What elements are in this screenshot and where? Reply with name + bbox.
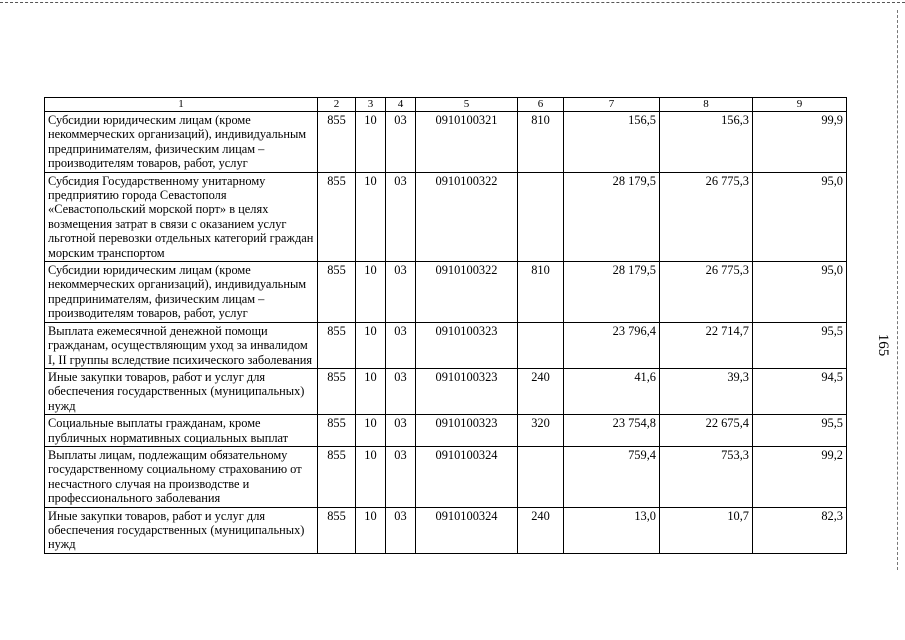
subsection-code-cell: 03 <box>386 262 416 323</box>
row-name-cell: Социальные выплаты гражданам, кроме публичных нормативных социальных выплат <box>45 415 318 447</box>
percent-cell: 94,5 <box>753 368 847 414</box>
percent-cell: 95,5 <box>753 322 847 368</box>
subsection-code-cell: 03 <box>386 446 416 507</box>
subsection-code-cell: 03 <box>386 368 416 414</box>
plan-amount-cell: 13,0 <box>564 507 660 553</box>
table-row <box>45 368 847 414</box>
subsection-code-cell: 03 <box>386 112 416 173</box>
actual-amount-cell: 22 675,4 <box>660 415 753 447</box>
row-name-cell: Субсидия Государственному унитарному предприятию города Севастополя «Севастопольский морской порт» в целях возмещения затрат в связи с оказанием услуг льготной перевозки отдельных категорий граждан морским транспортом <box>45 172 318 261</box>
plan-amount-cell: 759,4 <box>564 446 660 507</box>
grbs-code-cell: 855 <box>318 368 356 414</box>
actual-amount-cell: 26 775,3 <box>660 262 753 323</box>
row-name-cell: Субсидии юридическим лицам (кроме некоммерческих организаций), индивидуальным предпринимателям, физическим лицам – производителям товаров, работ, услуг <box>45 112 318 173</box>
table-row <box>45 112 847 173</box>
actual-amount-cell: 26 775,3 <box>660 172 753 261</box>
plan-amount-cell: 23 796,4 <box>564 322 660 368</box>
section-code-cell: 10 <box>356 368 386 414</box>
expense-type-cell <box>518 446 564 507</box>
plan-amount-cell: 156,5 <box>564 112 660 173</box>
expense-type-cell: 240 <box>518 507 564 553</box>
right-border-line <box>897 10 898 570</box>
expense-type-cell: 810 <box>518 112 564 173</box>
section-code-cell: 10 <box>356 262 386 323</box>
plan-amount-cell: 28 179,5 <box>564 262 660 323</box>
target-article-cell: 0910100322 <box>416 262 518 323</box>
header-cell: 1 <box>45 98 318 112</box>
expense-type-cell <box>518 172 564 261</box>
subsection-code-cell: 03 <box>386 415 416 447</box>
target-article-cell: 0910100323 <box>416 368 518 414</box>
plan-amount-cell: 41,6 <box>564 368 660 414</box>
grbs-code-cell: 855 <box>318 415 356 447</box>
target-article-cell: 0910100324 <box>416 507 518 553</box>
section-code-cell: 10 <box>356 112 386 173</box>
percent-cell: 99,2 <box>753 446 847 507</box>
header-cell: 4 <box>386 98 416 112</box>
top-border-line <box>0 2 905 3</box>
table-row <box>45 172 847 261</box>
target-article-cell: 0910100324 <box>416 446 518 507</box>
table-row <box>45 507 847 553</box>
table-row <box>45 262 847 323</box>
grbs-code-cell: 855 <box>318 322 356 368</box>
page-number: 165 <box>875 333 891 357</box>
actual-amount-cell: 22 714,7 <box>660 322 753 368</box>
expense-type-cell: 240 <box>518 368 564 414</box>
subsection-code-cell: 03 <box>386 172 416 261</box>
percent-cell: 95,0 <box>753 262 847 323</box>
subsection-code-cell: 03 <box>386 322 416 368</box>
percent-cell: 95,5 <box>753 415 847 447</box>
target-article-cell: 0910100322 <box>416 172 518 261</box>
plan-amount-cell: 23 754,8 <box>564 415 660 447</box>
grbs-code-cell: 855 <box>318 446 356 507</box>
table-row <box>45 415 847 447</box>
grbs-code-cell: 855 <box>318 112 356 173</box>
header-cell: 9 <box>753 98 847 112</box>
table-header-row <box>45 98 847 112</box>
header-cell: 2 <box>318 98 356 112</box>
expense-type-cell <box>518 322 564 368</box>
row-name-cell: Субсидии юридическим лицам (кроме некоммерческих организаций), индивидуальным предпринимателям, физическим лицам – производителям товаров, работ, услуг <box>45 262 318 323</box>
section-code-cell: 10 <box>356 446 386 507</box>
header-cell: 3 <box>356 98 386 112</box>
table-row <box>45 322 847 368</box>
target-article-cell: 0910100323 <box>416 322 518 368</box>
target-article-cell: 0910100323 <box>416 415 518 447</box>
plan-amount-cell: 28 179,5 <box>564 172 660 261</box>
target-article-cell: 0910100321 <box>416 112 518 173</box>
row-name-cell: Выплата ежемесячной денежной помощи гражданам, осуществляющим уход за инвалидом I, II группы вследствие психического заболевания <box>45 322 318 368</box>
header-cell: 8 <box>660 98 753 112</box>
grbs-code-cell: 855 <box>318 262 356 323</box>
budget-table <box>44 97 847 554</box>
row-name-cell: Иные закупки товаров, работ и услуг для обеспечения государственных (муниципальных) нужд <box>45 368 318 414</box>
actual-amount-cell: 753,3 <box>660 446 753 507</box>
actual-amount-cell: 39,3 <box>660 368 753 414</box>
table-row <box>45 446 847 507</box>
row-name-cell: Иные закупки товаров, работ и услуг для обеспечения государственных (муниципальных) нужд <box>45 507 318 553</box>
expense-type-cell: 810 <box>518 262 564 323</box>
percent-cell: 95,0 <box>753 172 847 261</box>
section-code-cell: 10 <box>356 507 386 553</box>
section-code-cell: 10 <box>356 172 386 261</box>
section-code-cell: 10 <box>356 415 386 447</box>
grbs-code-cell: 855 <box>318 507 356 553</box>
grbs-code-cell: 855 <box>318 172 356 261</box>
percent-cell: 82,3 <box>753 507 847 553</box>
expense-type-cell: 320 <box>518 415 564 447</box>
header-cell: 5 <box>416 98 518 112</box>
actual-amount-cell: 156,3 <box>660 112 753 173</box>
actual-amount-cell: 10,7 <box>660 507 753 553</box>
header-cell: 7 <box>564 98 660 112</box>
section-code-cell: 10 <box>356 322 386 368</box>
percent-cell: 99,9 <box>753 112 847 173</box>
header-cell: 6 <box>518 98 564 112</box>
row-name-cell: Выплаты лицам, подлежащим обязательному государственному социальному страхованию от несчастного случая на производстве и профессионального заболевания <box>45 446 318 507</box>
subsection-code-cell: 03 <box>386 507 416 553</box>
